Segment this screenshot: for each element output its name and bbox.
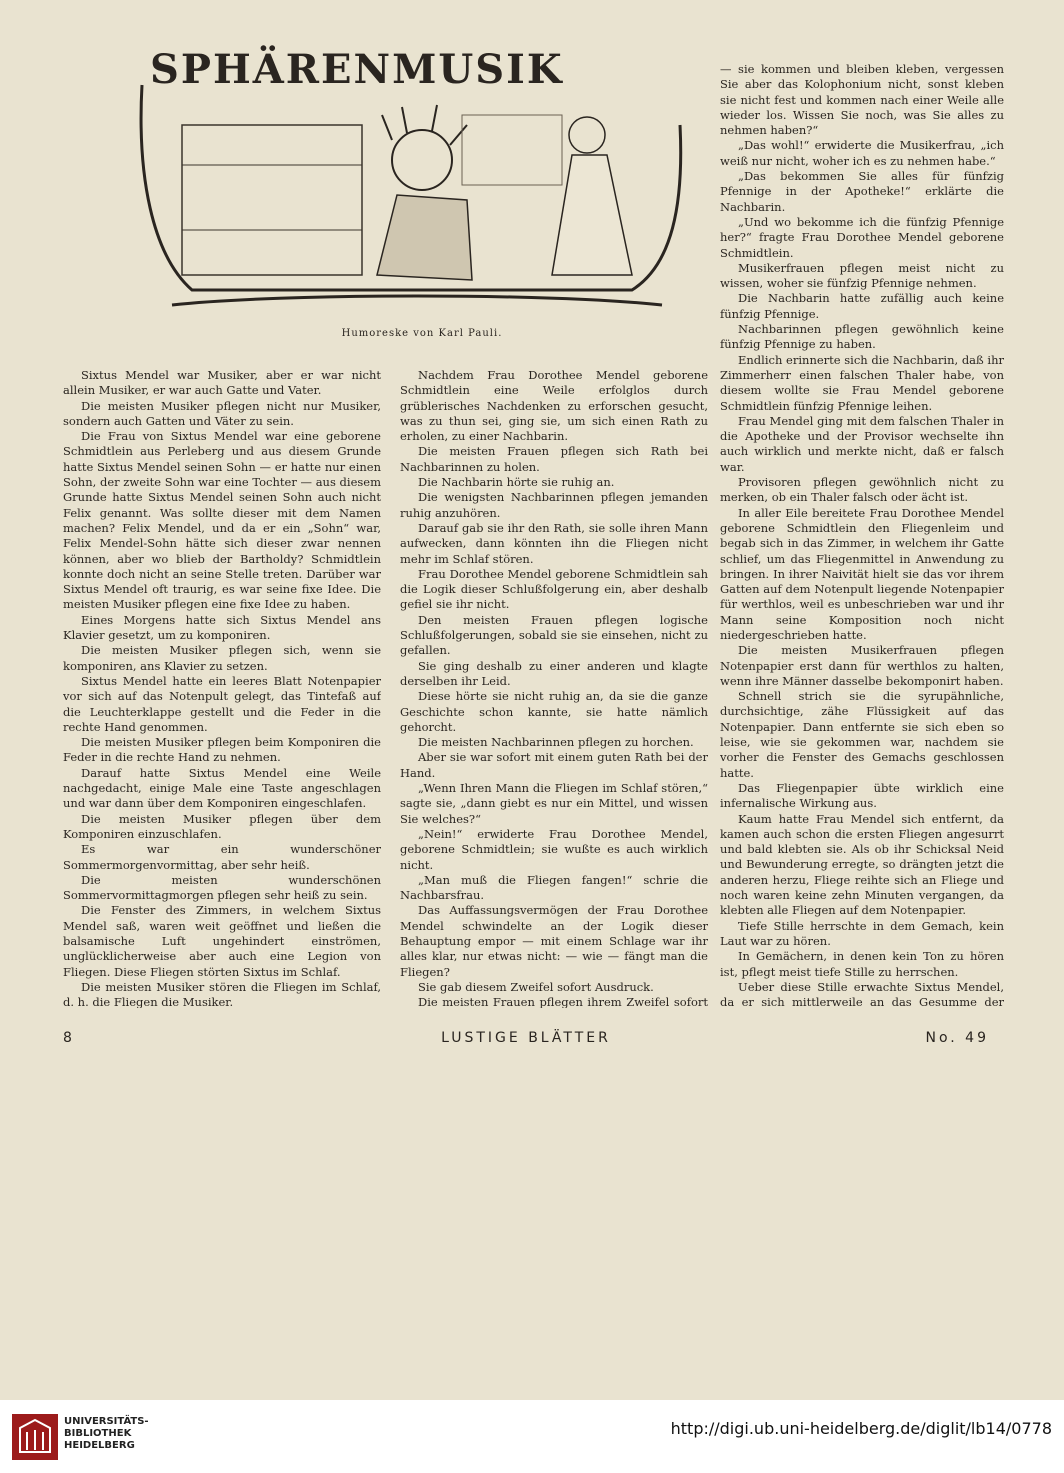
paragraph: Nachdem Frau Dorothee Mendel geborene Schmidtlein eine Weile erfolglos durch grüblerisches Nachdenken zu erforschen gesucht, was zu thun sei, ging sie, um sich einen Rath zu erholen, zu einer Nachbarin. [400, 368, 708, 444]
issue-number: No. 49 [925, 1030, 989, 1046]
paragraph: „Nein!“ erwiderte Frau Dorothee Mendel, geborene Schmidtlein; sie wußte es auch wirklich nicht. [400, 826, 708, 872]
paragraph: „Wenn Ihren Mann die Fliegen im Schlaf stören,“ sagte sie, „dann giebt es nur ein Mittel, und wissen Sie welches?“ [400, 781, 708, 826]
paragraph: Die wenigsten Nachbarinnen pflegen jemanden ruhig anzuhören. [400, 490, 708, 520]
paragraph: „Und wo bekomme ich die fünfzig Pfennige her?“ fragte Frau Dorothee Mendel geborene Schmidtlein. [720, 214, 1004, 260]
paragraph: Das Auffassungsvermögen der Frau Dorothee Mendel schwindelte an der Logik dieser Behauptung empor — mit einem Schlage war ihr alles klar, nur etwas nicht: — wie — fängt man die Fliegen? [400, 903, 708, 979]
paragraph: Die Nachbarin hatte zufällig auch keine fünfzig Pfennige. [720, 291, 1004, 321]
paragraph: Die Nachbarin hörte sie ruhig an. [418, 475, 615, 490]
paragraph: Schnell strich sie die syrupähnliche, durchsichtige, zähe Flüssigkeit auf das Notenpapier. Dann entfernte sie sich eben so leise, wie sie gekommen war, nachdem sie vorher die Fenster des Gemachs geschlossen hatte. [720, 689, 1004, 780]
library-name [64, 1416, 149, 1452]
paragraph: Tiefe Stille herrschte in dem Gemach, kein Laut war zu hören. [720, 918, 1004, 948]
paragraph: Kaum hatte Frau Mendel sich entfernt, da kamen auch schon die ersten Fliegen angesurrt und bald klebten sie. Als ob ihr Schicksal Neid und Bewunderung erregte, so drängten jetzt die anderen herzu, Fliege reihte sich an Fliege und noch waren keine zehn Minuten vergangen, da klebten alle Fliegen auf dem Notenpapier. [720, 811, 1004, 918]
page-number: 8 [63, 1030, 75, 1046]
university-seal-icon [12, 1414, 58, 1460]
paragraph: „Das bekommen Sie alles für fünfzig Pfennige in der Apotheke!“ erklärte die Nachbarin. [720, 169, 1004, 214]
paragraph: „Das wohl!“ erwiderte die Musikerfrau, „ich weiß nur nicht, woher ich es zu nehmen habe.“ [720, 138, 1004, 168]
paragraph: Frau Mendel ging mit dem falschen Thaler in die Apotheke und der Provisor wechselte ihn auch wirklich und merkte nicht, daß er falsch war. [720, 413, 1004, 474]
paragraph: Die Frau von Sixtus Mendel war eine geborene Schmidtlein aus Perleberg und aus diesem Grunde hatte Sixtus Mendel seinen Sohn — er hatte nur einen Sohn, der zweite Sohn war eine Tochter — aus diesem Grunde hatte Sixtus Mendel seinen Sohn auch nicht Felix genannt. Was sollte dieser mit dem Namen machen? Felix Mendel, und da er ein „Sohn“ war, Felix Mendel-Sohn hätte sich dieser zwar nennen können, aber wo blieb der Bartholdy? Schmidtlein konnte doch nicht an seine Stelle treten. Darüber war Sixtus Mendel oft traurig, es war seine fixe Idee. Die meisten Musiker pflegen eine fixe Idee zu haben. [63, 429, 381, 612]
paragraph: Den meisten Frauen pflegen logische Schlußfolgerungen, sobald sie sie einsehen, nicht zu gefallen. [400, 612, 708, 658]
paragraph: Die meisten wunderschönen Sommervormittagmorgen pflegen sehr heiß zu sein. [63, 872, 381, 903]
paragraph: Sixtus Mendel war Musiker, aber er war nicht allein Musiker, er war auch Gatte und Vater. [63, 368, 381, 398]
paragraph: Die meisten Musiker pflegen über dem Komponiren einzuschlafen. [63, 811, 381, 841]
paragraph: — sie kommen und bleiben kleben, vergessen Sie aber das Kolophonium nicht, sonst kleben sie nicht fest und kommen nach einer Weile alle wieder los. Wissen Sie noch, was Sie alles zu nehmen haben?“ [720, 62, 1004, 138]
paragraph: Aber sie war sofort mit einem guten Rath bei der Hand. [400, 750, 708, 780]
paragraph: Es war ein wunderschöner Sommermorgenvormittag, aber sehr heiß. [63, 842, 381, 872]
paragraph: Die meisten Musiker stören die Fliegen im Schlaf, d. h. die Fliegen die Musiker. [63, 979, 381, 1008]
paragraph: Eines Morgens hatte sich Sixtus Mendel ans Klavier gesetzt, um zu komponiren. [63, 612, 381, 643]
paragraph: Nachbarinnen pflegen gewöhnlich keine fünfzig Pfennige zu haben. [720, 322, 1004, 352]
paragraph: Ueber diese Stille erwachte Sixtus Mendel, da er sich mittlerweile an das Gesumme der [720, 979, 1004, 1008]
library-bar [0, 1400, 1064, 1473]
paragraph: Sixtus Mendel hatte ein leeres Blatt Notenpapier vor sich auf das Notenpult gelegt, das Tintefaß auf die Leuchterklappe gestellt und die Feder in die rechte Hand genommen. [63, 673, 381, 734]
paragraph: Die meisten Musiker pflegen beim Komponiren die Feder in die rechte Hand zu nehmen. [63, 735, 381, 765]
paragraph: Die meisten Frauen pflegen ihrem Zweifel sofort [418, 995, 708, 1008]
paragraph: Endlich erinnerte sich die Nachbarin, daß ihr Zimmerherr einen falschen Thaler habe, von diesem wollte sie Frau Mendel geborene Schmidtlein fünfzig Pfennige leihen. [720, 352, 1004, 413]
text-column-middle [400, 368, 708, 1008]
page-footer [63, 1030, 989, 1052]
magazine-title: LUSTIGE BLÄTTER [441, 1030, 611, 1046]
paragraph: Die meisten Frauen pflegen sich Rath bei Nachbarinnen zu holen. [400, 444, 708, 474]
byline: Humoreske von Karl Pauli. [341, 328, 503, 339]
paragraph: Frau Dorothee Mendel geborene Schmidtlein sah die Logik dieser Schlußfolgerung ein, aber deshalb gefiel sie ihr nicht. [400, 566, 708, 612]
paragraph: Musikerfrauen pflegen meist nicht zu wissen, woher sie fünfzig Pfennige nehmen. [720, 260, 1004, 291]
paragraph: Das Fliegenpapier übte wirklich eine infernalische Wirkung aus. [720, 780, 1004, 811]
paragraph: Provisoren pflegen gewöhnlich nicht zu merken, ob ein Thaler falsch oder ächt ist. [720, 475, 1004, 505]
paragraph: Sie gab diesem Zweifel sofort Ausdruck. [418, 979, 654, 994]
library-name-line: HEIDELBERG [64, 1440, 135, 1451]
paragraph: Die Fenster des Zimmers, in welchem Sixtus Mendel saß, waren weit geöffnet und ließen die balsamische Luft ungehindert einströmen, unglücklicherweise aber auch eine Legion von Fliegen. Diese Fliegen störten Sixtus im Schlaf. [63, 903, 381, 979]
paragraph: Die meisten Nachbarinnen pflegen zu horchen. [418, 735, 694, 750]
paragraph: Darauf hatte Sixtus Mendel eine Weile nachgedacht, einige Male eine Taste angeschlagen und war dann über dem Komponiren eingeschlafen. [63, 765, 381, 811]
story-title: SPHÄRENMUSIK [150, 46, 564, 93]
illustration-musician-asleep-at-piano [132, 55, 692, 315]
paragraph: Darauf gab sie ihr den Rath, sie solle ihren Mann aufwecken, dann könnten ihn die Fliegen nicht mehr im Schlaf stören. [400, 520, 708, 566]
paragraph: Die meisten Musiker pflegen nicht nur Musiker, sondern auch Gatten und Väter zu sein. [63, 398, 381, 428]
library-name-line: BIBLIOTHEK [64, 1428, 132, 1439]
source-url-link[interactable]: http://digi.ub.uni-heidelberg.de/diglit/lb14/0778 [670, 1419, 1052, 1438]
paragraph: In Gemächern, in denen kein Ton zu hören ist, pflegt meist tiefe Stille zu herrschen. [720, 949, 1004, 979]
paragraph: Diese hörte sie nicht ruhig an, da sie die ganze Geschichte schon kannte, sie hatte nämlich gehorcht. [400, 689, 708, 734]
paragraph: In aller Eile bereitete Frau Dorothee Mendel geborene Schmidtlein den Fliegenleim und begab sich in das Zimmer, in welchem ihr Gatte schlief, um das Fliegenmittel in Anwendung zu bringen. In ihrer Naivität hielt sie das vor ihrem Gatten auf dem Notenpult liegende Notenpapier für werthlos, weil es unbeschrieben war und ihr Mann seine Komposition noch nicht niedergeschrieben hatte. [720, 505, 1004, 642]
text-column-right [720, 62, 1004, 1008]
paragraph: Die meisten Musikerfrauen pflegen Notenpapier erst dann für werthlos zu halten, wenn ihre Männer dasselbe bekomponirt haben. [720, 643, 1004, 688]
text-column-left [63, 368, 381, 1008]
paragraph: Die meisten Musiker pflegen sich, wenn sie komponiren, ans Klavier zu setzen. [63, 643, 381, 673]
paragraph: „Man muß die Fliegen fangen!“ schrie die Nachbarsfrau. [400, 872, 708, 903]
paragraph: Sie ging deshalb zu einer anderen und klagte derselben ihr Leid. [400, 658, 708, 688]
library-name-line: UNIVERSITÄTS- [64, 1416, 149, 1427]
